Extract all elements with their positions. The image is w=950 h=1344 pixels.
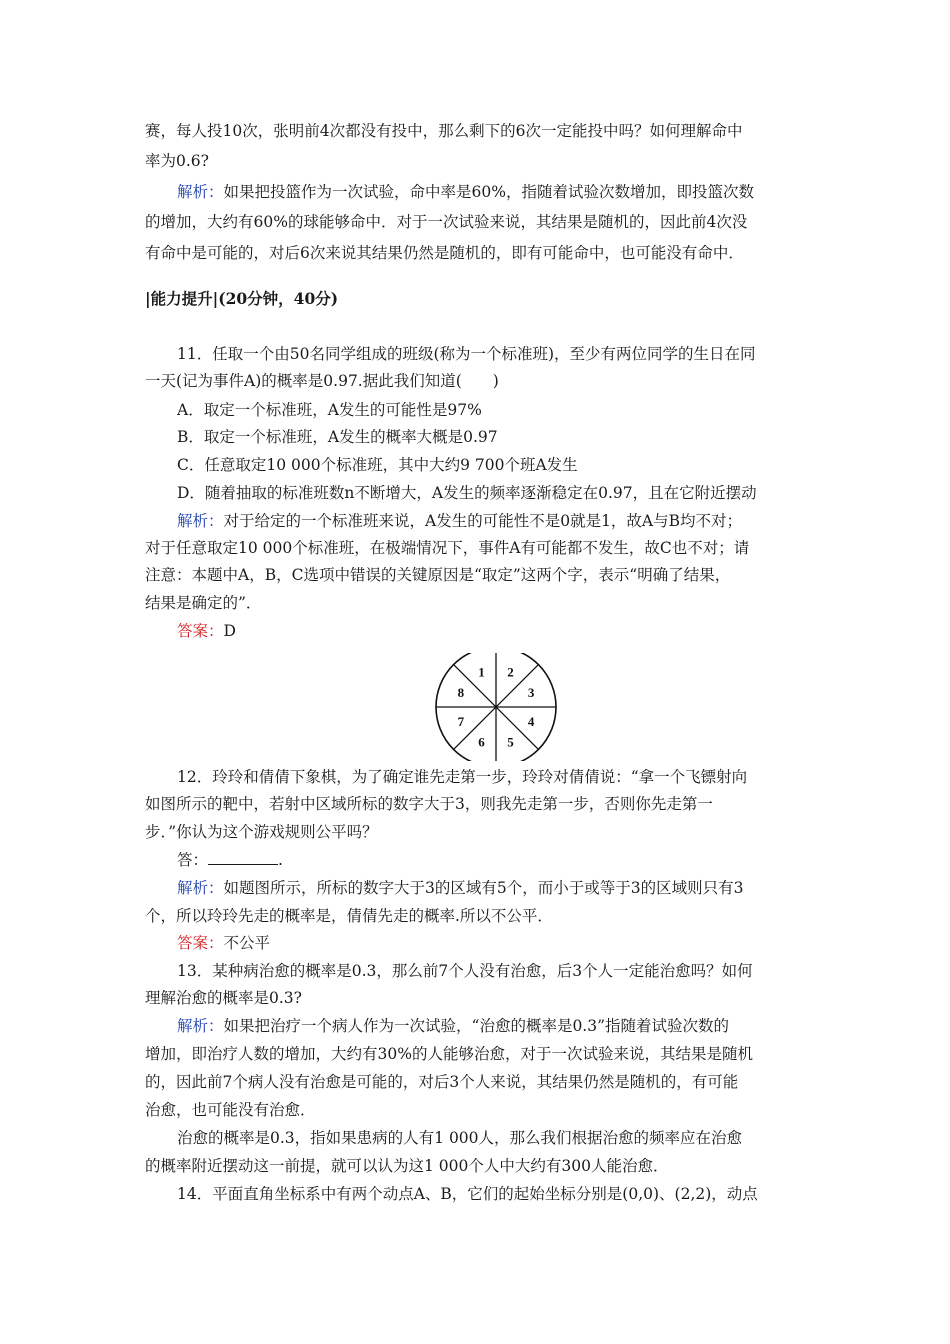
dartboard-figure — [433, 653, 559, 761]
answer-prompt-label: 答： — [177, 851, 209, 869]
analysis-label: 解析： — [177, 183, 224, 201]
analysis-label: 解析： — [177, 879, 224, 897]
analysis-text: 如果把治疗一个病人作为一次试验，“治愈的概率是0.3”指随着试验次数的 — [223, 1017, 730, 1035]
q13-paragraph-line: 治愈的概率是0.3，指如果患病的人有1 000人，那么我们根据治愈的频率应在治愈 — [177, 1129, 743, 1147]
q11-option-b: B．取定一个标准班，A发生的概率大概是0.97 — [177, 428, 498, 446]
q11-stem-line: 11．任取一个由50名同学组成的班级(称为一个标准班)，至少有两位同学的生日在同 — [177, 345, 756, 363]
q12-stem-line: 12．玲玲和倩倩下象棋，为了确定谁先走第一步，玲玲对倩倩说：“拿一个飞镖射向 — [177, 768, 748, 786]
q13-stem-line: 理解治愈的概率是0.3? — [145, 989, 302, 1007]
q13-analysis-line — [177, 1015, 810, 1037]
q12-analysis-line: 个，所以玲玲先走的概率是，倩倩先走的概率.所以不公平． — [145, 907, 553, 925]
answer-blank-tail: . — [278, 851, 283, 869]
q12-answer-prompt — [177, 849, 810, 871]
q11-analysis-line — [177, 510, 810, 532]
q10-analysis-line: 的增加，大约有60%的球能够命中．对于一次试验来说，其结果是随机的，因此前4次没 — [145, 213, 748, 231]
q12-answer-line — [177, 932, 810, 954]
q10-analysis-line: 有命中是可能的，对后6次来说其结果仍然是随机的，即有可能命中，也可能没有命中． — [145, 244, 744, 262]
q13-analysis-line: 的，因此前7个病人没有治愈是可能的，对后3个人来说，其结果仍然是随机的，有可能 — [145, 1073, 739, 1091]
q11-answer-line — [177, 620, 810, 642]
dartboard-sector-label: 7 — [457, 714, 465, 729]
answer-value: 不公平 — [223, 934, 271, 952]
analysis-label: 解析： — [177, 512, 224, 530]
q13-stem-line: 13．某种病治愈的概率是0.3，那么前7个人没有治愈，后3个人一定能治愈吗？如何 — [177, 962, 753, 980]
dartboard-sector-label: 6 — [478, 734, 485, 750]
q11-analysis-line: 结果是确定的”． — [145, 594, 262, 612]
q11-option-d: D．随着抽取的标准班数n不断增大，A发生的频率逐渐稳定在0.97，且在它附近摆动 — [177, 484, 757, 502]
q13-analysis-line: 治愈，也可能没有治愈． — [145, 1101, 316, 1119]
section-title: |能力提升|(20分钟，40分) — [145, 289, 339, 308]
analysis-label: 解析： — [177, 1017, 224, 1035]
dartboard-sector-label: 4 — [527, 714, 535, 729]
answer-blank[interactable] — [208, 850, 278, 865]
q13-paragraph-line: 的概率附近摆动这一前提，就可以认为这1 000个人中大约有300人能治愈． — [145, 1157, 669, 1175]
answer-label: 答案： — [177, 934, 224, 952]
dartboard-sector-label: 1 — [478, 664, 485, 680]
dartboard-sector-label: 2 — [507, 664, 514, 680]
q11-option-c: C．任意取定10 000个标准班，其中大约9 700个班A发生 — [177, 456, 578, 474]
q12-stem-line: 如图所示的靶中，若射中区域所标的数字大于3，则我先走第一步，否则你先走第一 — [145, 795, 713, 813]
q11-option-a: A．取定一个标准班，A发生的可能性是97% — [177, 401, 482, 419]
q12-analysis-line — [177, 877, 810, 899]
q10-stem-line: 率为0.6? — [145, 152, 209, 170]
q10-analysis-line — [177, 181, 810, 203]
analysis-text: 如题图所示，所标的数字大于3的区域有5个，而小于或等于3的区域则只有3 — [223, 879, 744, 897]
dartboard-sector-label: 5 — [507, 734, 514, 750]
answer-label: 答案： — [177, 622, 224, 640]
dartboard-sector-label: 3 — [527, 685, 535, 700]
q13-analysis-line: 增加，即治疗人数的增加，大约有30%的人能够治愈，对于一次试验来说，其结果是随机 — [145, 1045, 753, 1063]
q14-stem-line: 14．平面直角坐标系中有两个动点A、B，它们的起始坐标分别是(0,0)、(2,2)，动点 — [177, 1185, 758, 1203]
q10-stem-line: 赛，每人投10次，张明前4次都没有投中，那么剩下的6次一定能投中吗？如何理解命中 — [145, 122, 743, 140]
analysis-text: 如果把投篮作为一次试验，命中率是60%，指随着试验次数增加，即投篮次数 — [223, 183, 754, 201]
q12-stem-line: 步．”你认为这个游戏规则公平吗？ — [145, 823, 378, 841]
dartboard-spokes — [436, 653, 556, 761]
analysis-text: 对于给定的一个标准班来说，A发生的可能性不是0就是1，故A与B均不对； — [223, 512, 743, 530]
answer-value: D — [223, 622, 236, 640]
q11-analysis-line: 对于任意取定10 000个标准班，在极端情况下，事件A有可能都不发生，故C也不对；请 — [145, 539, 750, 557]
dartboard-sector-label: 8 — [457, 685, 465, 700]
q11-stem-line: 一天(记为事件A)的概率是0.97.据此我们知道( ) — [145, 372, 499, 390]
q11-analysis-line: 注意：本题中A，B，C选项中错误的关键原因是“取定”这两个字，表示“明确了结果， — [145, 566, 731, 584]
